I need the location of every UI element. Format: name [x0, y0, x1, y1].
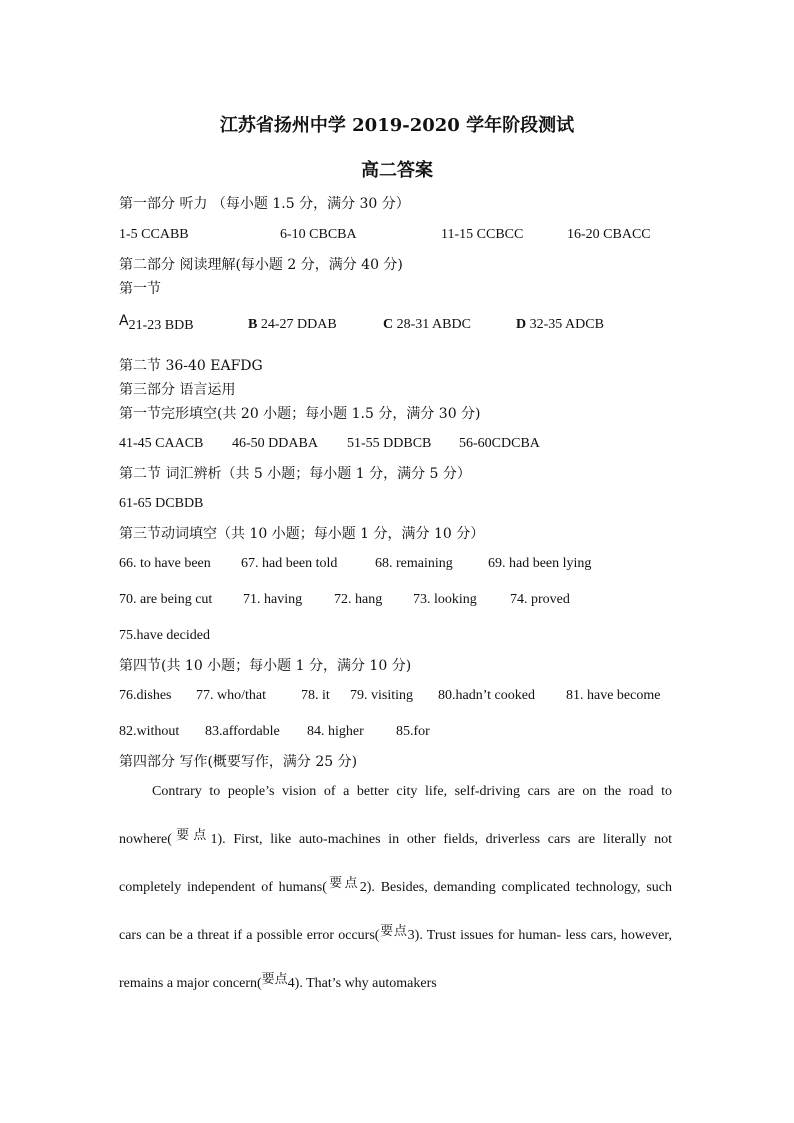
part2-section2: 第二节 36-40 EAFDG: [119, 358, 263, 374]
reading-answer-d: [516, 317, 604, 333]
verb-answer: 73. looking: [413, 592, 477, 607]
grammar-answer: 82.without: [119, 724, 180, 739]
passage-answers: 32-35 ADCB: [529, 317, 604, 332]
passage-letter: D: [516, 317, 527, 332]
verb-answer: 74. proved: [510, 592, 570, 607]
part3-section2-answers: 61-65 DCBDB: [119, 496, 204, 511]
essay-segment: 1). First, like auto-machines in other fields, driverless cars are literally not completely independent of humans(: [119, 832, 672, 895]
essay-segment: 3). Trust issues for human- less cars, however, remains a major concern(: [119, 928, 672, 991]
verb-answer: 69. had been lying: [488, 556, 592, 571]
grammar-answer: 76.dishes: [119, 688, 172, 703]
passage-letter: C: [383, 317, 394, 332]
essay-paragraph: [119, 768, 672, 1008]
answer-group: 56-60CDCBA: [459, 436, 540, 451]
passage-letter: A: [119, 313, 129, 329]
part3-section3-row3: 75.have decided: [119, 628, 210, 643]
reading-answer-b: [248, 317, 337, 333]
verb-answer: 72. hang: [334, 592, 383, 607]
verb-answer: 67. had been told: [241, 556, 338, 571]
passage-answers: 21-23 BDB: [128, 318, 194, 333]
part3-section4-heading: 第四节(共 10 小题；每小题 1 分，满分 10 分): [119, 658, 412, 674]
part4-heading: 第四部分 写作(概要写作，满分 25 分): [119, 754, 358, 770]
part3-heading: 第三部分 语言运用: [119, 382, 236, 398]
answer-group: 11-15 CCBCC: [441, 227, 524, 242]
document-title: 江苏省扬州中学 2019-2020 学年阶段测试: [219, 115, 575, 136]
keypoint-mark: 要点: [171, 828, 211, 843]
verb-answer: 66. to have been: [119, 556, 211, 571]
grammar-answer: 83.affordable: [205, 724, 280, 739]
answer-group: 16-20 CBACC: [567, 227, 651, 242]
grammar-answer: 84. higher: [307, 724, 364, 739]
reading-answer-a: [119, 313, 194, 334]
keypoint-mark: 要点: [326, 876, 360, 891]
part2-section1-label: 第一节: [119, 281, 161, 297]
passage-answers: 24-27 DDAB: [260, 317, 337, 332]
document-subtitle: 高二答案: [361, 160, 433, 181]
part3-section3-heading: 第三节动词填空（共 10 小题；每小题 1 分，满分 10 分）: [119, 526, 485, 542]
answer-group: 1-5 CCABB: [119, 227, 189, 242]
verb-answer: 70. are being cut: [119, 592, 213, 607]
answer-group: 6-10 CBCBA: [280, 227, 357, 242]
passage-letter: B: [248, 317, 258, 332]
reading-answer-c: [383, 317, 471, 333]
keypoint-mark: 要点: [379, 924, 408, 939]
part3-section2-heading: 第二节 词汇辨析（共 5 小题；每小题 1 分，满分 5 分）: [119, 466, 471, 482]
keypoint-mark: 要点: [261, 972, 288, 987]
essay-segment: 2). Besides, demanding complicated technology, such cars can be a threat if a possible error occurs(: [119, 880, 672, 943]
grammar-answer: 81. have become: [566, 688, 661, 703]
part1-heading: 第一部分 听力 （每小题 1.5 分，满分 30 分）: [119, 196, 410, 212]
part3-section1-heading: 第一节完形填空(共 20 小题；每小题 1.5 分，满分 30 分): [119, 406, 481, 422]
part2-heading: 第二部分 阅读理解(每小题 2 分，满分 40 分): [119, 257, 403, 273]
answer-group: 46-50 DDABA: [232, 436, 318, 451]
answer-group: 41-45 CAACB: [119, 436, 204, 451]
grammar-answer: 80.hadn’t cooked: [438, 688, 535, 703]
grammar-answer: 78. it: [301, 688, 330, 703]
grammar-answer: 77. who/that: [196, 688, 266, 703]
verb-answer: 68. remaining: [375, 556, 453, 571]
answer-group: 51-55 DDBCB: [347, 436, 432, 451]
verb-answer: 71. having: [243, 592, 303, 607]
essay-segment: 4). That’s why automakers: [287, 976, 437, 991]
passage-answers: 28-31 ABDC: [396, 317, 471, 332]
essay-text: [119, 768, 672, 1008]
essay-segment: Contrary to people’s vision of a better city life, self-driving cars are on the road to nowhere(: [119, 784, 672, 847]
grammar-answer: 85.for: [396, 724, 430, 739]
grammar-answer: 79. visiting: [350, 688, 414, 703]
